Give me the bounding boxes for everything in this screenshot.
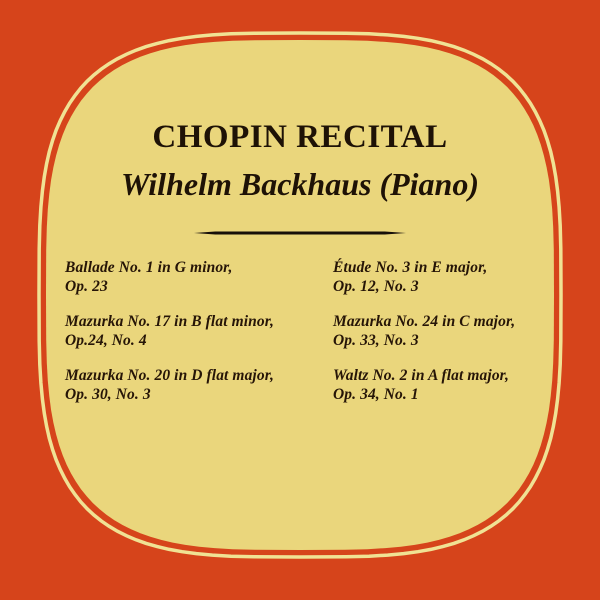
track-title: Étude No. 3 in E major, bbox=[333, 259, 488, 276]
track-title: Mazurka No. 20 in D flat major, bbox=[65, 367, 274, 384]
track-title: Mazurka No. 17 in B flat minor, bbox=[65, 313, 274, 330]
track-item bbox=[333, 258, 557, 296]
track-item bbox=[333, 366, 557, 404]
album-title: CHOPIN RECITAL bbox=[152, 119, 448, 155]
track-list bbox=[65, 258, 557, 420]
divider-rule bbox=[194, 230, 406, 236]
track-item bbox=[333, 312, 557, 350]
track-title: Waltz No. 2 in A flat major, bbox=[333, 367, 509, 384]
track-item bbox=[65, 366, 333, 404]
track-title: Ballade No. 1 in G minor, bbox=[65, 259, 233, 276]
track-item bbox=[65, 258, 333, 296]
track-opus: Op. 30, No. 3 bbox=[65, 386, 151, 403]
track-item bbox=[65, 312, 333, 350]
track-column-left bbox=[65, 258, 333, 420]
artist-name: Wilhelm Backhaus (Piano) bbox=[121, 166, 479, 202]
track-opus: Op. 33, No. 3 bbox=[333, 332, 419, 349]
track-opus: Op. 23 bbox=[65, 278, 108, 295]
track-opus: Op. 34, No. 1 bbox=[333, 386, 419, 403]
track-opus: Op.24, No. 4 bbox=[65, 332, 147, 349]
track-title: Mazurka No. 24 in C major, bbox=[333, 313, 516, 330]
track-column-right bbox=[333, 258, 557, 420]
track-opus: Op. 12, No. 3 bbox=[333, 278, 419, 295]
